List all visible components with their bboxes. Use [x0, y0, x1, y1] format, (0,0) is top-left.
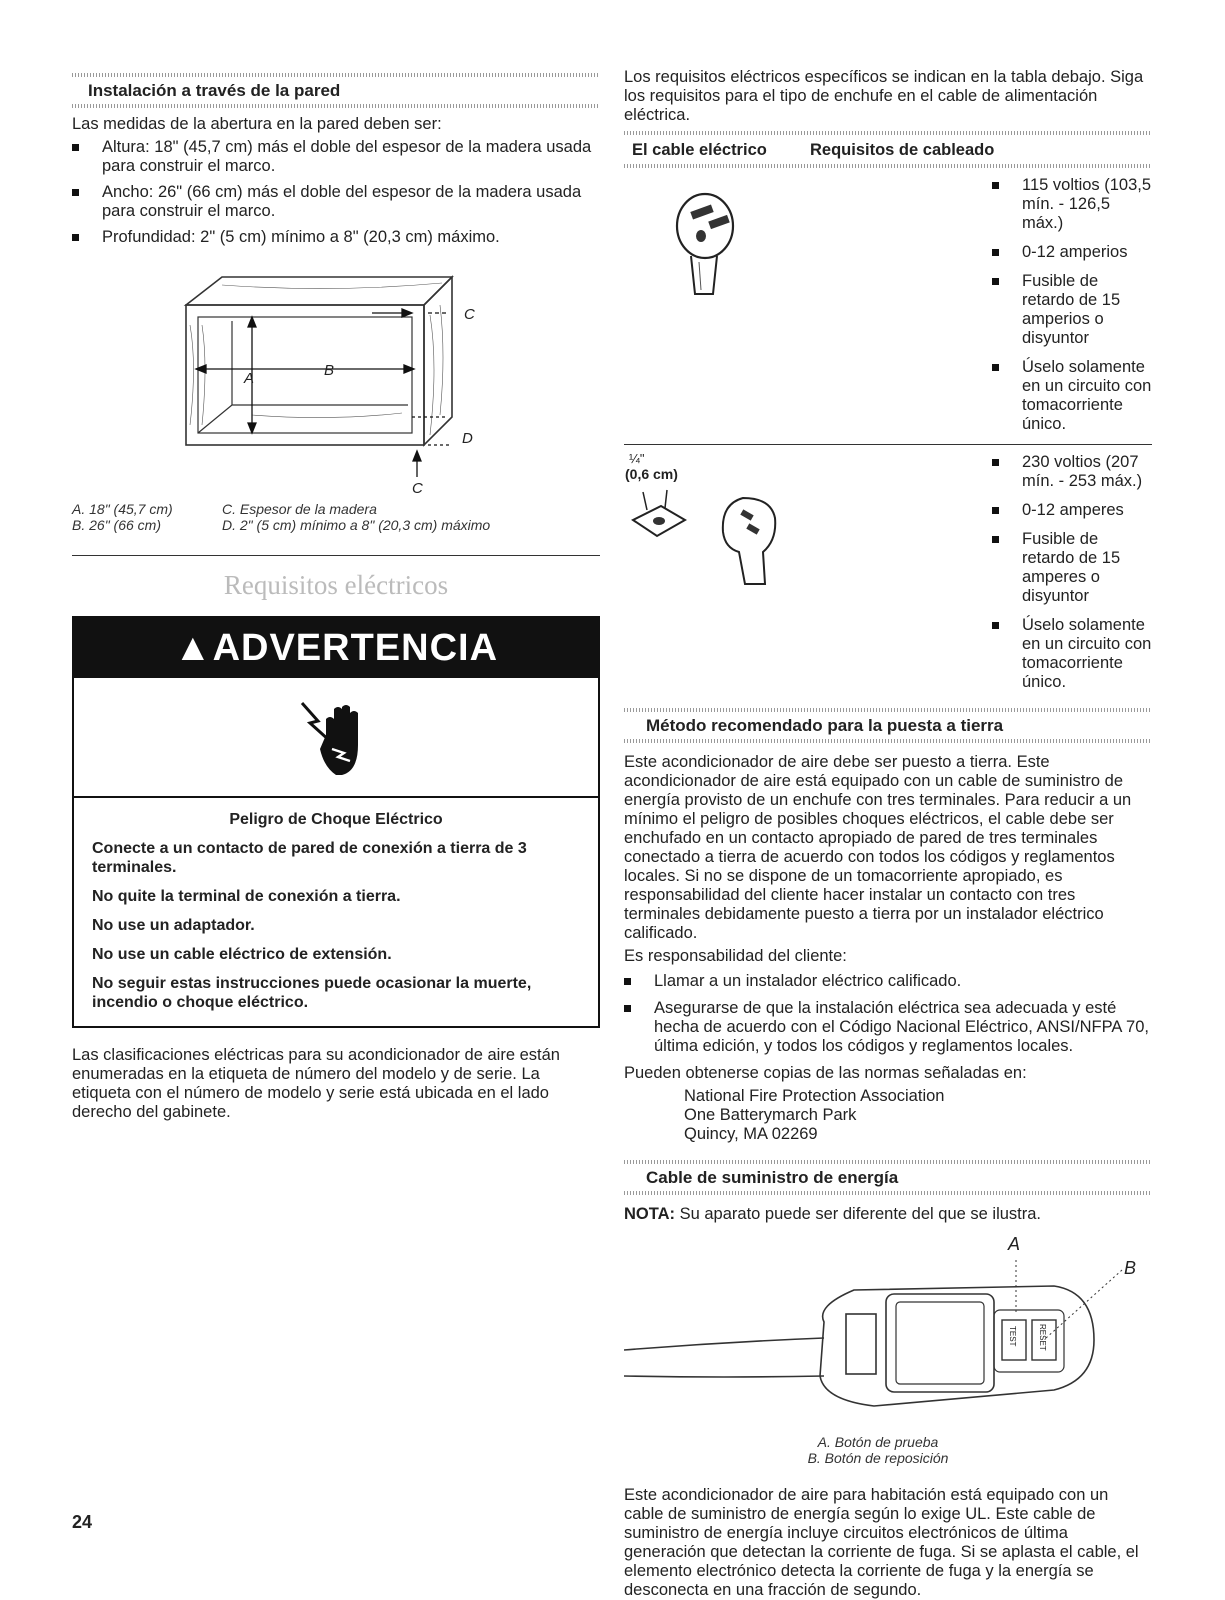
list-item: Profundidad: 2" (5 cm) mínimo a 8" (20,3 cm) máximo.: [72, 228, 600, 247]
list-item: 0-12 amperes: [992, 501, 1152, 520]
reset-label: RESET: [1038, 1324, 1047, 1351]
label-a: A: [244, 370, 255, 387]
table-header-row: [624, 135, 1152, 164]
responsibility-text: Es responsabilidad del cliente:: [624, 947, 847, 965]
caption-b: B. 26" (66 cm): [72, 517, 161, 533]
list-item: 115 voltios (103,5 mín. - 126,5 máx.): [992, 176, 1152, 233]
list-item: Llamar a un instalador eléctrico calificado.: [624, 972, 1152, 991]
nota-label: NOTA:: [624, 1205, 676, 1223]
section-rule: [72, 104, 600, 108]
list-item: Fusible de retardo de 15 amperes o disyuntor: [992, 530, 1152, 606]
warning-line: No quite la terminal de conexión a tierra.: [92, 888, 401, 905]
right-column: [624, 0, 1152, 1600]
table-header: Requisitos de cableado: [810, 141, 995, 159]
final-text: Este acondicionador de aire para habitación está equipado con un cable de suministro de energía según lo exige UL. Este cable de suministro de energía incluye circuitos electrónicos de última generación que detectan la corriente de fuga. Si se aplasta el cable, el elemento electrónico detecta la corriente de fuga y la energía se desconecta en una fracción de segundo.: [624, 1486, 1139, 1599]
address-line: Quincy, MA 02269: [684, 1125, 818, 1143]
table-row: [624, 445, 1152, 698]
figure-captions: [72, 501, 600, 533]
warning-triangle-icon: ▲: [173, 627, 213, 669]
label-b: B: [324, 362, 335, 379]
address-line: One Batterymarch Park: [684, 1106, 857, 1124]
address-line: National Fire Protection Association: [684, 1087, 945, 1105]
caption-a: A. 18" (45,7 cm): [72, 501, 173, 517]
grounding-title: Método recomendado para la puesta a tierra: [646, 716, 1004, 735]
label-b: B: [1124, 1258, 1137, 1278]
table-row: [624, 168, 1152, 440]
warning-title: Peligro de Choque Eléctrico: [229, 811, 443, 828]
list-item: Ancho: 26" (66 cm) más el doble del espesor de la madera usada para construir el marco.: [72, 183, 600, 221]
wall-measure-list: [72, 138, 600, 247]
list-item: Úselo solamente en un circuito con tomacorriente único.: [992, 358, 1152, 434]
grounding-text: Este acondicionador de aire debe ser puesto a tierra. Este acondicionador de aire está equipado con un cable de suministro de energía provisto de un enchufe con tres terminales. Para reducir a un mínimo el peligro de posibles choques eléctricos, el cable debe ser enchufado en un contacto apropiado de pared de tres terminales conectado a tierra de acuerdo con todos los códigos y reglamentos locales. Si no se dispone de un tomacorriente apropiado, es responsabilidad del cliente hacer instalar un contacto con tres terminales debidamente puesto a tierra por un instalador eléctrico calificado.: [624, 753, 1132, 942]
list-item: 230 voltios (207 mín. - 253 máx.): [992, 453, 1152, 491]
warning-icon-area: [74, 678, 598, 798]
warning-box: [72, 616, 600, 1028]
plug-115v-icon: [625, 178, 795, 308]
address-block: [624, 1087, 1152, 1144]
table-header: El cable eléctrico: [632, 141, 767, 159]
caption-d: D. 2" (5 cm) mínimo a 8" (20,3 cm) máximo: [222, 517, 491, 533]
list-item: Altura: 18" (45,7 cm) más el doble del espesor de la madera usada para construir el marco.: [72, 138, 600, 176]
label-c: C: [412, 480, 423, 495]
label-c: C: [464, 306, 475, 323]
ratings-text: Las clasificaciones eléctricas para su acondicionador de aire están enumeradas en la etiqueta de número del modelo y de serie. La etiqueta con el número de modelo y serie está ubicada en el lado derecho del gabinete.: [72, 1046, 560, 1121]
warning-line: No use un cable eléctrico de extensión.: [92, 946, 392, 963]
cord-requirements-table: [624, 135, 1152, 698]
warning-line: No seguir estas instrucciones puede ocasionar la muerte, incendio o choque eléctrico.: [92, 975, 532, 1011]
electric-shock-hand-icon: [296, 695, 376, 779]
warning-line: Conecte a un contacto de pared de conexión a tierra de 3 terminales.: [92, 840, 527, 876]
page-number: 24: [72, 1512, 93, 1532]
req-intro: Los requisitos eléctricos específicos se indican en la tabla debajo. Siga los requisitos para el tipo de enchufe en el cable de alimentación eléctrica.: [624, 68, 1144, 124]
copies-text: Pueden obtenerse copias de las normas señaladas en:: [624, 1064, 1027, 1082]
label-d: D: [462, 430, 473, 447]
test-label: TEST: [1008, 1326, 1017, 1347]
label-a: A: [1008, 1234, 1021, 1254]
plug-230v-icon: [625, 482, 795, 592]
cord-title: Cable de suministro de energía: [646, 1168, 899, 1187]
list-item: Asegurarse de que la instalación eléctrica sea adecuada y esté hecha de acuerdo con el Código Nacional Eléctrico, ANSI/NFPA 70, última edición, y todos los códigos y reglamentos locales.: [624, 999, 1152, 1056]
caption-c: C. Espesor de la madera: [222, 501, 377, 517]
caption-a: A. Botón de prueba: [817, 1434, 939, 1450]
power-cord-diagram: [624, 1230, 1152, 1430]
size-cm: (0,6 cm): [625, 466, 678, 482]
size-fraction: ¼": [629, 451, 645, 466]
requirements-list-230v: [992, 453, 1152, 692]
warning-line: No use un adaptador.: [92, 917, 255, 934]
wall-intro: Las medidas de la abertura en la pared deben ser:: [72, 115, 442, 133]
section-rule: [624, 1191, 1152, 1195]
responsibility-list: [624, 972, 1152, 1056]
list-item: Fusible de retardo de 15 amperios o disyuntor: [992, 272, 1152, 348]
warning-header: ▲ADVERTENCIA: [74, 618, 598, 678]
section-heading: Requisitos eléctricos: [223, 570, 449, 600]
left-column: [72, 0, 600, 1122]
list-item: 0-12 amperios: [992, 243, 1152, 262]
nota-text: NOTA: Su aparato puede ser diferente del que se ilustra.: [624, 1205, 1042, 1223]
wall-opening-diagram: [72, 265, 600, 495]
section-rule: [624, 739, 1152, 743]
divider: [72, 555, 600, 556]
caption-b: B. Botón de reposición: [807, 1450, 949, 1466]
list-item: Úselo solamente en un circuito con tomacorriente único.: [992, 616, 1152, 692]
wall-install-title: Instalación a través de la pared: [88, 81, 341, 100]
cord-captions: [604, 1434, 1152, 1466]
requirements-list-115v: [992, 176, 1152, 434]
